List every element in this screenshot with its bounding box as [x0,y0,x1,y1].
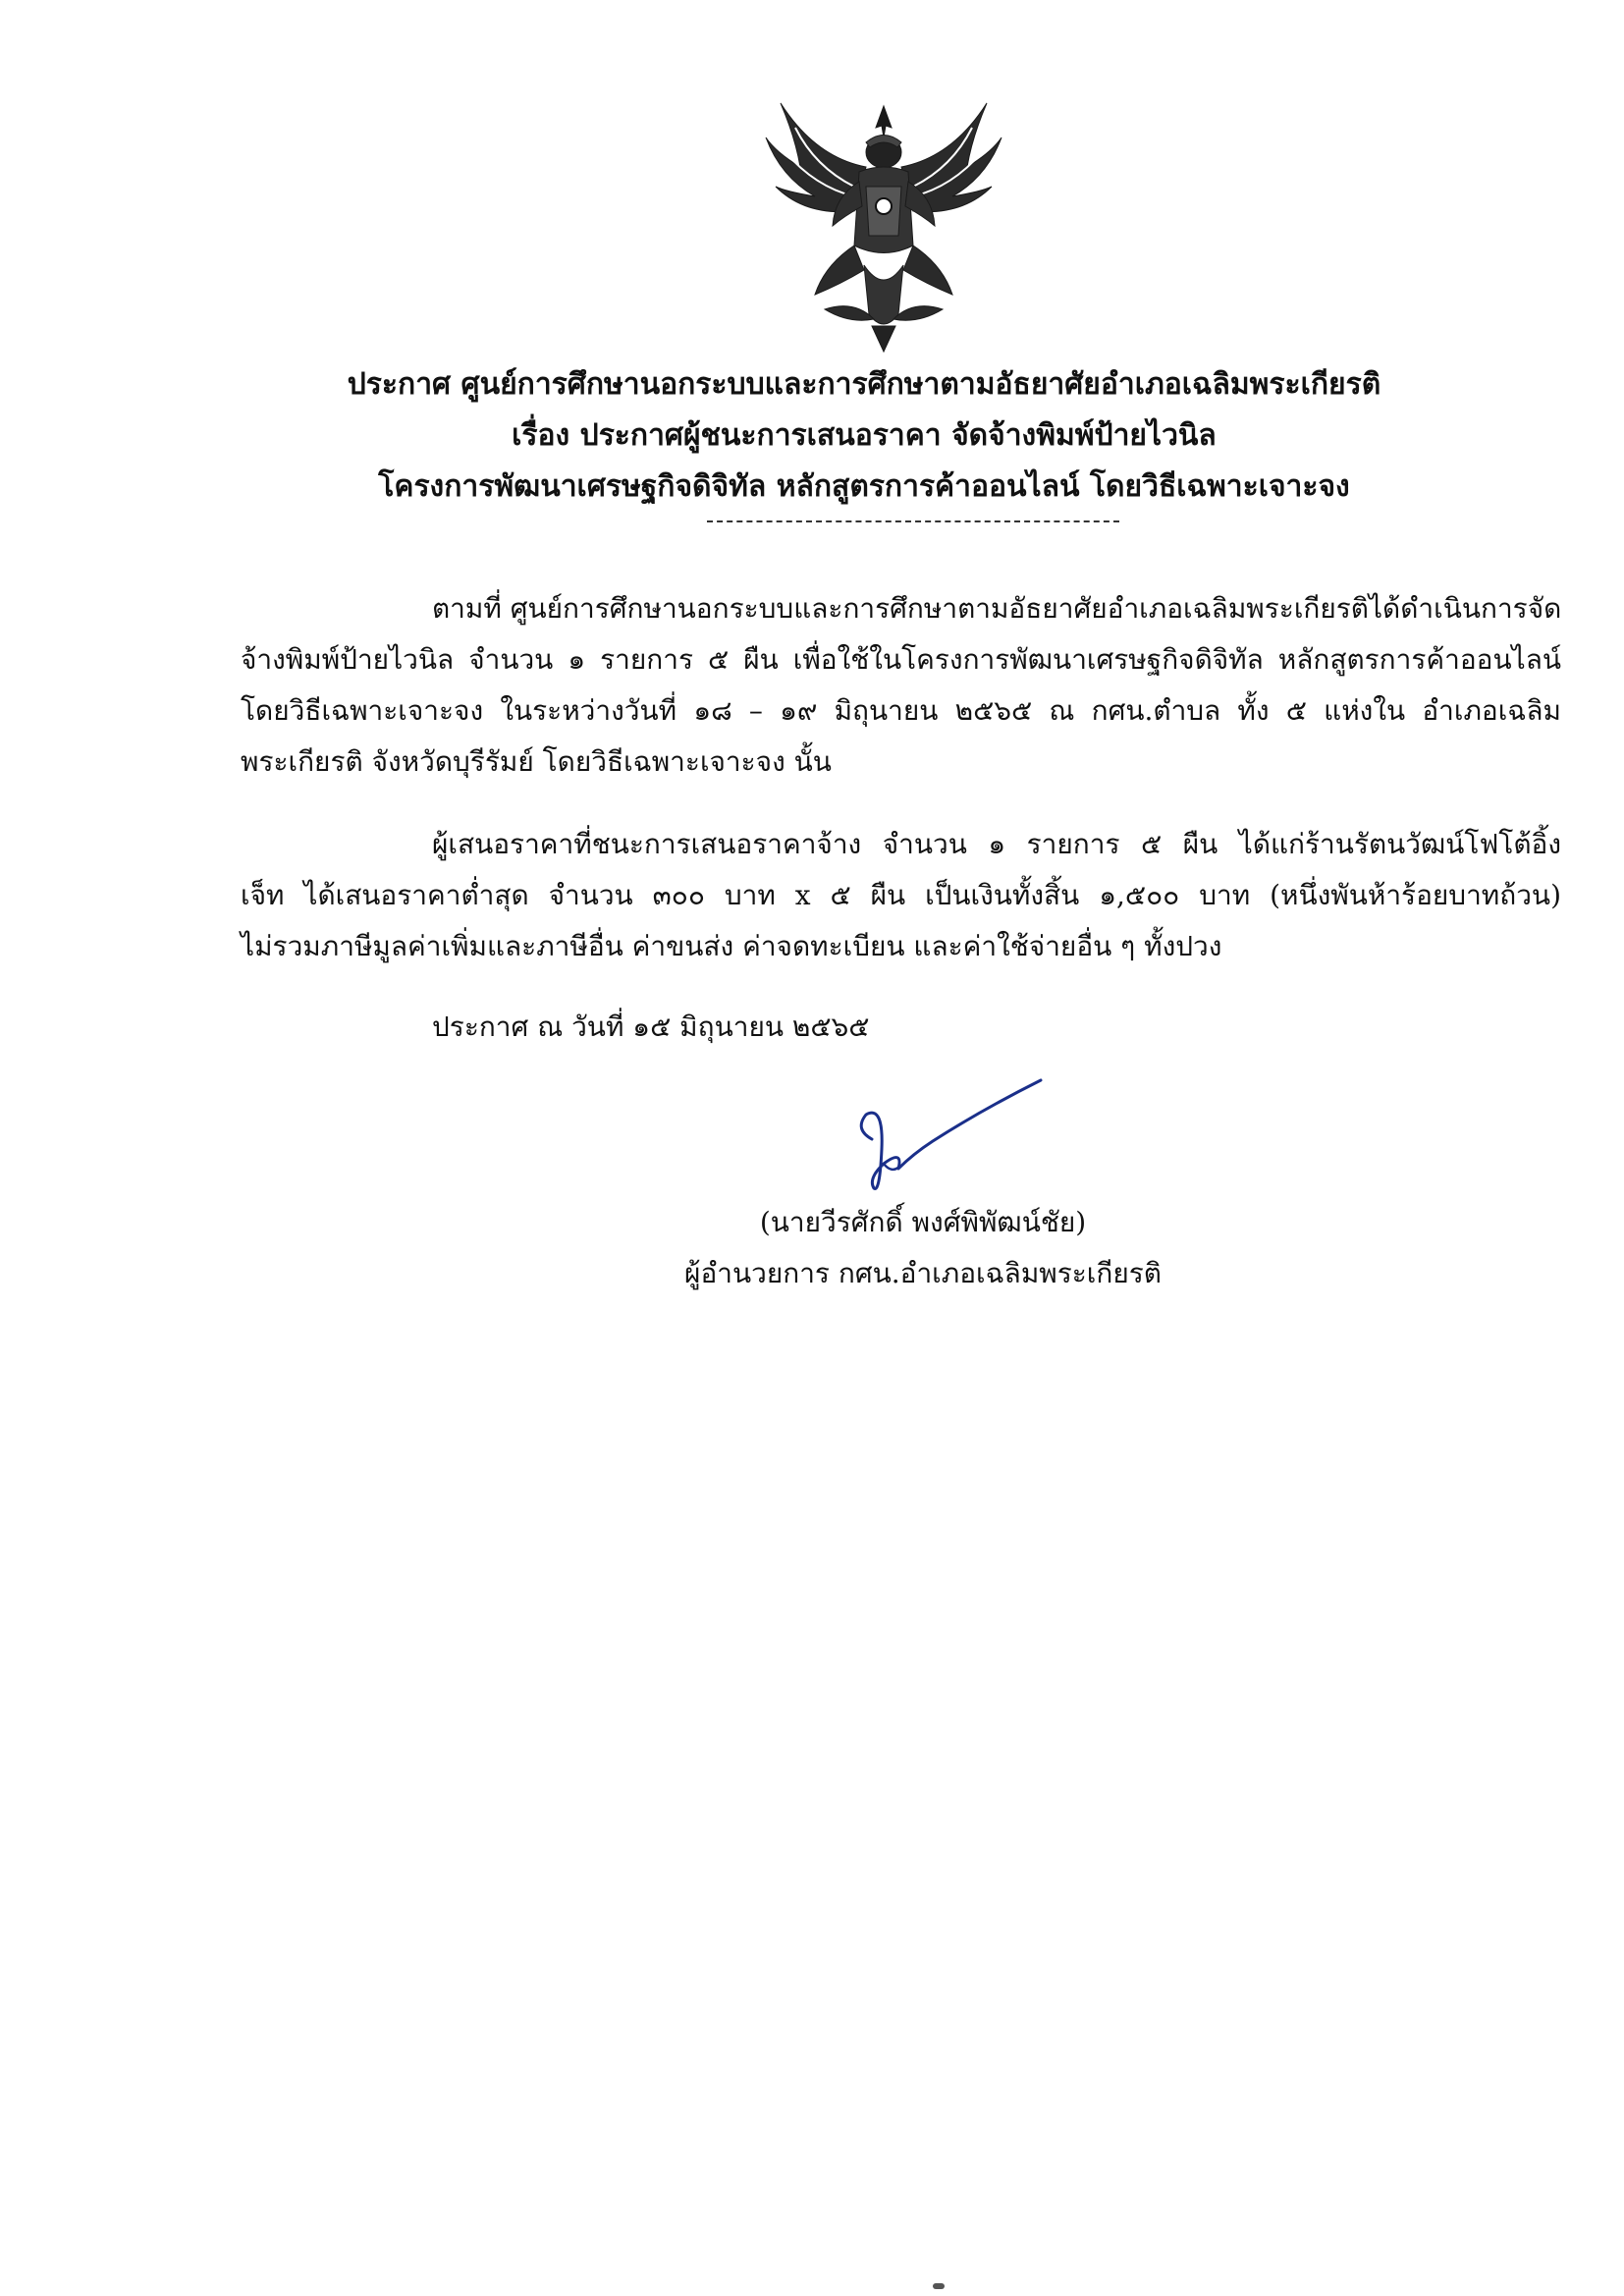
para2-line3: ไม่รวมภาษีมูลค่าเพิ่มและภาษีอื่น ค่าขนส่ง ค่าจดทะเบียน และค่าใช้จ่ายอื่น ๆ ทั้งปวง [241,930,1222,962]
announcement-project: โครงการพัฒนาเศรษฐกิจดิจิทัล หลักสูตรการค้าออนไลน์ โดยวิธีเฉพาะเจาะจง [378,469,1350,504]
signatory-title: ผู้อำนวยการ กศน.อำเภอเฉลิมพระเกียรติ [684,1257,1162,1289]
signatory-name: (นายวีรศักดิ์ พงศ์พิพัฒน์ชัย) [759,1206,1087,1238]
announcement-subject: เรื่อง ประกาศผู้ชนะการเสนอราคา จัดจ้างพิมพ์ป้ายไวนิล [512,418,1217,453]
separator-line [707,520,1119,522]
para1-line2: จ้างพิมพ์ป้ายไวนิล จำนวน ๑ รายการ ๕ ผืน เพื่อใช้ในโครงการพัฒนาเศรษฐกิจดิจิทัล หลักสูตรการค้าออนไลน์ [241,643,1561,676]
para2-line2: เจ็ท ได้เสนอราคาต่ำสุด จำนวน ๓๐๐ บาท x ๕ ผืน เป็นเงินทั้งสิ้น ๑,๕๐๐ บาท (หนึ่งพันห้าร้อยบาทถ้วน) [241,879,1561,911]
announcement-title: ประกาศ ศูนย์การศึกษานอกระบบและการศึกษาตามอัธยาศัยอำเภอเฉลิมพระเกียรติ [347,367,1381,402]
garuda-emblem-icon [756,98,1011,354]
para1-line4: พระเกียรติ จังหวัดบุรีรัมย์ โดยวิธีเฉพาะเจาะจง นั้น [241,745,832,778]
para1-line3: โดยวิธีเฉพาะเจาะจง ในระหว่างวันที่ ๑๘ – ๑๙ มิถุนายน ๒๕๖๕ ณ กศน.ตำบล ทั้ง ๕ แห่งใน อำเภอเฉลิม [241,694,1561,727]
announce-date: ประกาศ ณ วันที่ ๑๕ มิถุนายน ๒๕๖๕ [432,1011,870,1043]
para2-line1: ผู้เสนอราคาที่ชนะการเสนอราคาจ้าง จำนวน ๑ รายการ ๕ ผืน ได้แก่ร้านรัตนวัฒน์โฟโต้อิ้ง [432,828,1561,860]
handwritten-signature [844,1070,1060,1218]
page-mark [933,2283,945,2289]
para1-line1: ตามที่ ศูนย์การศึกษานอกระบบและการศึกษาตามอัธยาศัยอำเภอเฉลิมพระเกียรติได้ดำเนินการจัด [432,592,1562,625]
